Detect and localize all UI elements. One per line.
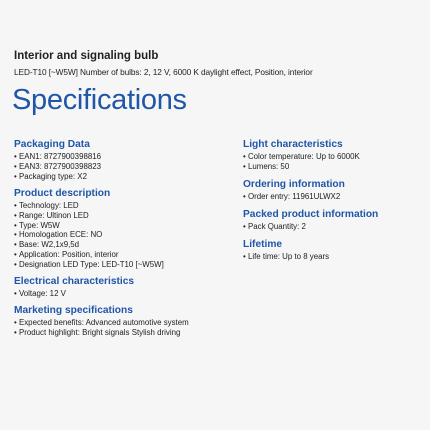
section-ordering-information (243, 179, 423, 202)
spec-item: • Range: Ultinon LED (14, 211, 239, 221)
section-title: Light characteristics (243, 139, 343, 150)
page-title: Specifications (12, 84, 187, 116)
spec-item: • Expected benefits: Advanced automotive system (14, 318, 239, 328)
spec-item: • Application: Position, interior (14, 250, 239, 260)
spec-item: • Base: W2,1x9,5d (14, 240, 239, 250)
left-column (14, 139, 239, 344)
spec-item: • Voltage: 12 V (14, 289, 239, 299)
product-subtitle: LED-T10 [~W5W] Number of bulbs: 2, 12 V, 6000 K daylight effect, Position, interior (14, 67, 313, 77)
spec-item: • Order entry: 11961ULWX2 (243, 192, 423, 202)
section-title: Packed product information (243, 208, 379, 220)
spec-item: • Technology: LED (14, 201, 239, 211)
spec-item: • Color temperature: Up to 6000K (243, 152, 423, 162)
section-light-characteristics (243, 139, 423, 172)
spec-item: • Packaging type: X2 (14, 172, 239, 182)
section-title: Ordering information (243, 178, 345, 190)
right-column (243, 139, 423, 269)
section-title: Product description (14, 187, 111, 199)
spec-item: • Pack Quantity: 2 (243, 222, 423, 232)
spec-item: • Life time: Up to 8 years (243, 252, 423, 262)
spec-item: • Designation LED Type: LED-T10 [~W5W] (14, 260, 239, 270)
section-electrical-characteristics (14, 276, 239, 299)
spec-item: • EAN1: 8727900398816 (14, 152, 239, 162)
section-title: Packaging Data (14, 139, 90, 150)
spec-item: • EAN3: 8727900398823 (14, 162, 239, 172)
spec-item: • Homologation ECE: NO (14, 230, 239, 240)
section-title: Lifetime (243, 238, 283, 250)
product-title: Interior and signaling bulb (14, 50, 159, 62)
spec-item: • Type: W5W (14, 221, 239, 231)
section-packed-product-information (243, 209, 423, 232)
spec-item: • Product highlight: Bright signals Stylish driving (14, 328, 239, 338)
section-lifetime (243, 239, 423, 262)
spec-item: • Lumens: 50 (243, 162, 423, 172)
section-product-description (14, 188, 239, 270)
section-title: Electrical characteristics (14, 276, 135, 288)
section-marketing-specifications (14, 305, 239, 338)
section-packaging-data (14, 139, 239, 182)
section-title: Marketing specifications (14, 304, 133, 316)
